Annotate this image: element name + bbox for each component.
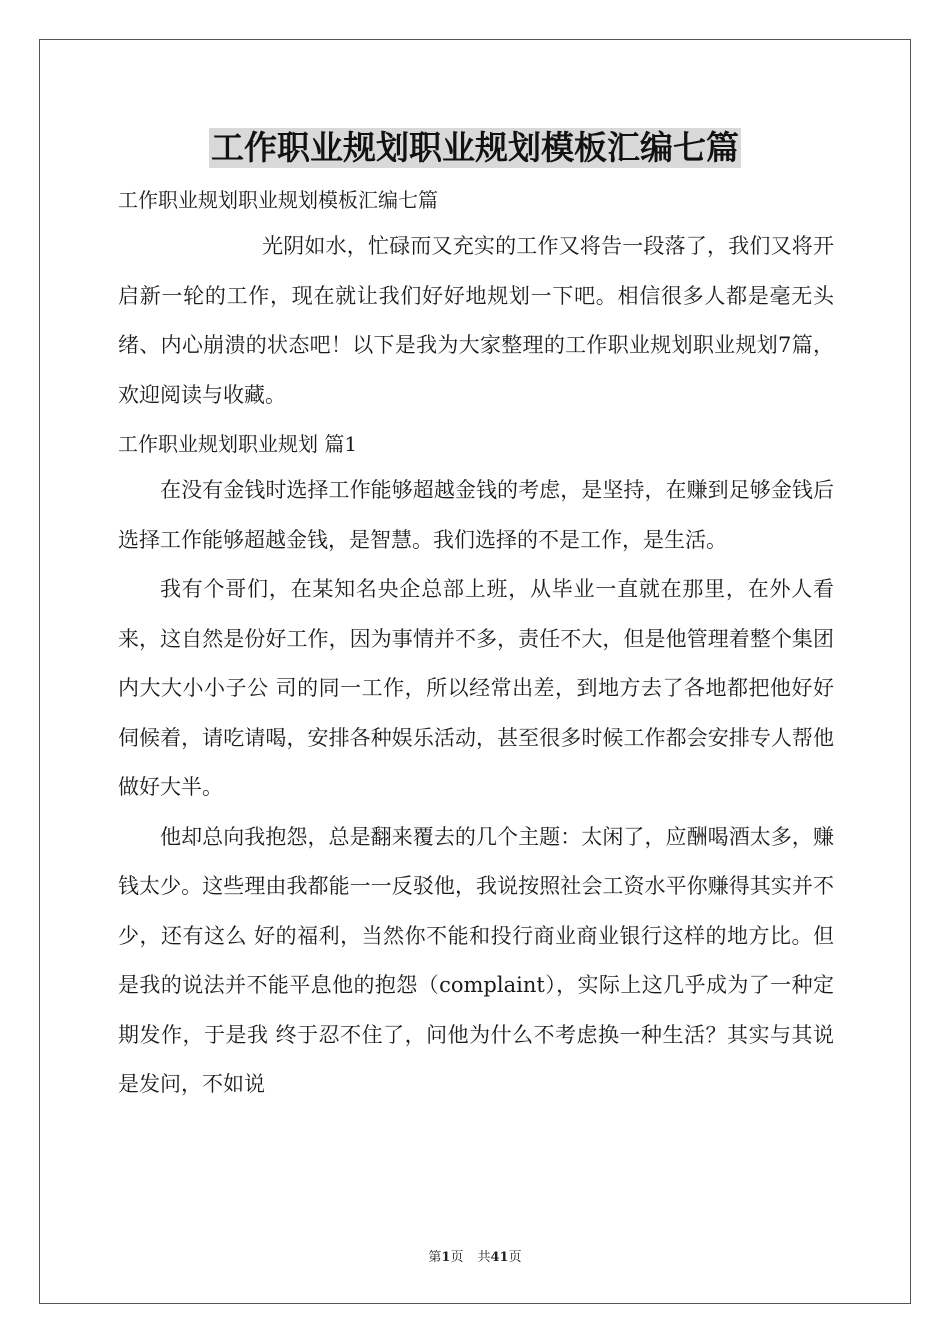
section-heading: 工作职业规划职业规划 篇1 bbox=[118, 432, 358, 456]
body-paragraph-3: 他却总向我抱怨，总是翻来覆去的几个主题：太闲了，应酬喝酒太多，赚钱太少。这些理由我都能一一反驳他，我说按照社会工资水平你赚得其实并不少，还有这么 好的福利，当然你不能和投行商业商业银行这样的地方比。但是我的说法并不能平息他的抱怨（complaint），实际上这几乎成为了一种定期发作，于是我 终于忍不住了，问他为什么不考虑换一种生活？其实与其说是发问，不如说 bbox=[118, 824, 834, 1096]
body-paragraph-1: 在没有金钱时选择工作能够超越金钱的考虑，是坚持，在赚到足够金钱后选择工作能够超越金钱，是智慧。我们选择的不是工作，是生活。 bbox=[118, 478, 834, 552]
body-paragraph-2: 我有个哥们，在某知名央企总部上班，从毕业一直就在那里，在外人看来，这自然是份好工作，因为事情并不多，责任不大，但是他管理着整个集团内大大小小子公 司的同一工作，所以经常出差，到地方去了各地都把他好好伺候着，请吃请喝，安排各种娱乐活动，甚至很多时候工作都会安排专人帮他做好大半。 bbox=[118, 577, 834, 799]
footer-page-total: 41 bbox=[490, 1250, 509, 1265]
document-subtitle: 工作职业规划职业规划模板汇编七篇 bbox=[118, 188, 438, 212]
footer-page-current: 1 bbox=[441, 1250, 451, 1265]
document-body bbox=[118, 178, 834, 1110]
document-title: 工作职业规划职业规划模板汇编七篇 bbox=[211, 128, 739, 167]
intro-paragraph: 光阴如水，忙碌而又充实的工作又将告一段落了，我们又将开启新一轮的工作，现在就让我们好好地规划一下吧。相信很多人都是毫无头绪、内心崩溃的状态吧！以下是我为大家整理的工作职业规划职业规划7篇，欢迎阅读与收藏。 bbox=[118, 234, 834, 407]
footer-total-prefix: 共 bbox=[477, 1250, 491, 1265]
page-footer bbox=[0, 1246, 950, 1265]
footer-page-prefix: 第 bbox=[428, 1250, 442, 1265]
footer-total-suffix: 页 bbox=[508, 1250, 522, 1265]
footer-page-suffix: 页 bbox=[450, 1250, 464, 1265]
title-container bbox=[0, 128, 950, 168]
